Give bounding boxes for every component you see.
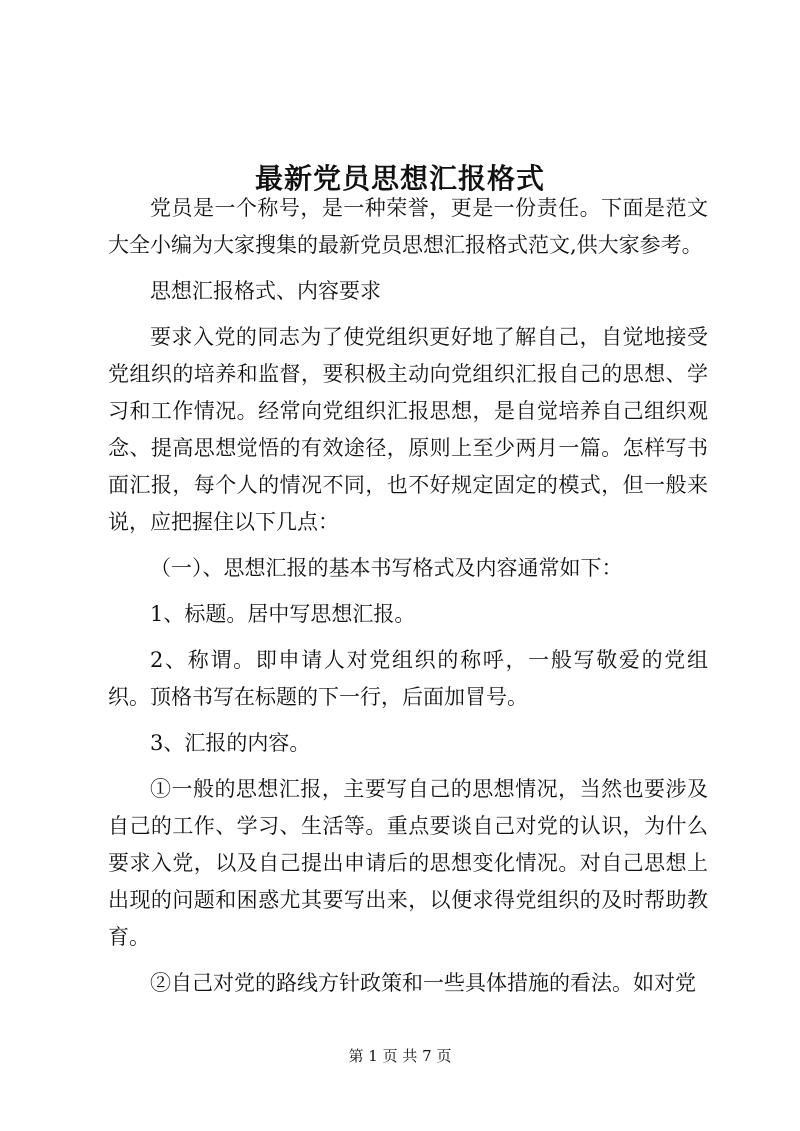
paragraph-intro: 党员是一个称号，是一种荣誉，更是一份责任。下面是范文大全小编为大家搜集的最新党员思想汇报格式范文,供大家参考。 xyxy=(108,196,708,257)
paragraph-format-heading: （一）、思想汇报的基本书写格式及内容通常如下： xyxy=(150,556,623,580)
paragraph-item-1: 1、标题。居中写思想汇报。 xyxy=(150,602,416,626)
paragraph-content-1: ①一般的思想汇报，主要写自己的思想情况，当然也要涉及自己的工作、学习、生活等。重点要谈自己对党的认识，为什么要求入党，以及自己提出申请后的思想变化情况。对自己思想上出现的问题和困惑尤其要写出来，以便求得党组织的及时帮助教育。 xyxy=(108,777,708,949)
paragraph-item-2: 2、称谓。即申请人对党组织的称呼，一般写敬爱的党组织。顶格书写在标题的下一行，后面加冒号。 xyxy=(108,648,708,709)
page-footer: 第 1 页 共 7 页 xyxy=(348,1047,452,1065)
paragraph-content-2: ②自己对党的路线方针政策和一些具体措施的看法。如对党 xyxy=(150,971,696,995)
paragraph-section-heading: 思想汇报格式、内容要求 xyxy=(150,279,381,303)
paragraph-item-3: 3、汇报的内容。 xyxy=(150,731,311,755)
document-body xyxy=(108,190,708,1011)
paragraph-requirements: 要求入党的同志为了使党组织更好地了解自己，自觉地接受党组织的培养和监督，要积极主动向党组织汇报自己的思想、学习和工作情况。经常向党组织汇报思想，是自觉培养自己组织观念、提高思想觉悟的有效途径，原则上至少两月一篇。怎样写书面汇报，每个人的情况不同，也不好规定固定的模式，但一般来说，应把握住以下几点： xyxy=(108,325,708,534)
page-title: 最新党员思想汇报格式 xyxy=(254,161,545,195)
